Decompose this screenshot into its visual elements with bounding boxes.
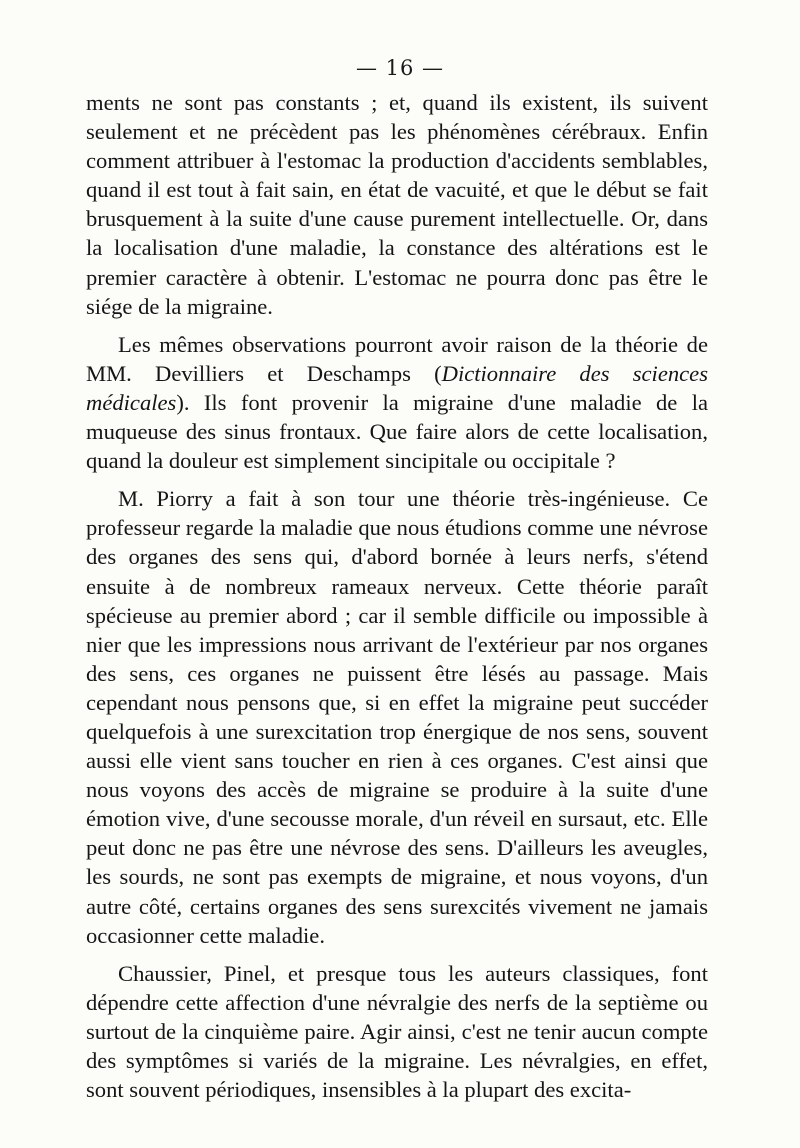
paragraph-continuation: ments ne sont pas constants ; et, quand ils existent, ils suivent seulement et ne précèdent pas les phénomènes cérébraux. Enfin comment attribuer à l'estomac la production d'accidents semblables, quand il est tout à fait sain, en état de vacuité, et que le début se fait brusquement à la suite d'une cause purement intellectuelle. Or, dans la localisation d'une maladie, la constance des altérations est le premier caractère à obtenir. L'estomac ne pourra donc pas être le siége de la migraine. [86,90,708,319]
paragraph-piorry: M. Piorry a fait à son tour une théorie très-ingénieuse. Ce professeur regarde la maladie que nous étudions comme une névrose des organes des sens qui, d'abord bornée à leurs nerfs, s'étend ensuite à de nombreux rameaux nerveux. Cette théorie paraît spécieuse au premier abord ; car il semble difficile ou impossible à nier que les impressions nous arrivant de l'extérieur par nos organes des sens, ces organes ne puissent être lésés au passage. Mais cependant nous pensons que, si en effet la migraine peut succéder quelquefois à une surexcitation trop énergique de nos sens, souvent aussi elle vient sans toucher en rien à ces organes. C'est ainsi que nous voyons des accès de migraine se produire à la suite d'une émotion vive, d'une secousse morale, d'un réveil en sursaut, etc. Elle peut donc ne pas être une névrose des sens. D'ailleurs les aveugles, les sourds, ne sont pas exempts de migraine, et nous voyons, d'un autre côté, certains organes des sens surexcités vivement ne jamais occasionner cette maladie. [86,486,708,948]
paragraph-text-before-citation: Les mêmes observations pourront avoir raison de la théorie de MM. Devilliers et Deschamps ( [86,331,708,386]
paragraph-devilliers-deschamps [86,330,708,475]
paragraph-chaussier-pinel: Chaussier, Pinel, et presque tous les auteurs classiques, font dépendre cette affection d'une névralgie des nerfs de la septième ou surtout de la cinquième paire. Agir ainsi, c'est ne tenir aucun compte des symptômes si variés de la migraine. Les névralgies, en effet, sont souvent périodiques, insensibles à la plupart des excita- [86,960,708,1103]
page-number: — 16 — [355,56,445,80]
citation-title: Dictionnaire des sciences médicales [86,360,708,415]
page-body [86,88,708,1104]
paragraph-text-after-citation: ). Ils font provenir la migraine d'une maladie de la muqueuse des sinus frontaux. Que faire alors de cette localisation, quand la douleur est simplement sincipitale ou occipitale ? [86,389,708,474]
